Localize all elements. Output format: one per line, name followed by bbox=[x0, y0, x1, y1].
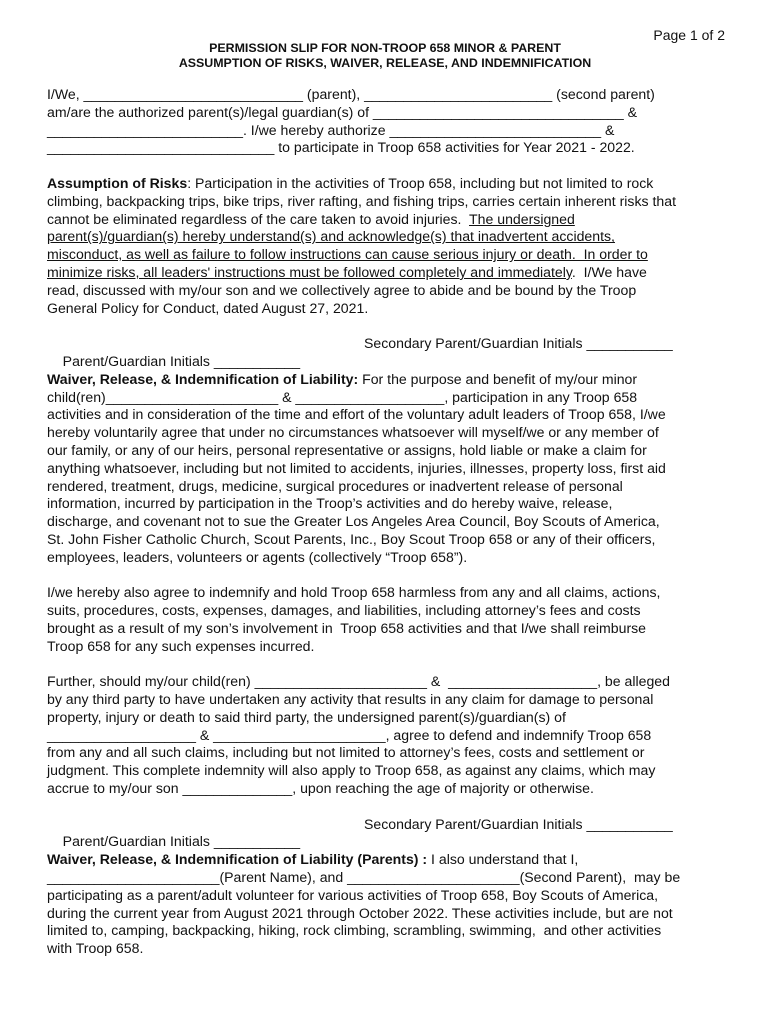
further-line: by any third party to have undertaken any activity that results in any claim for damage to personal bbox=[47, 691, 654, 708]
risks-underlined-line: misconduct, as well as failure to follow instructions can cause serious injury or death. In order to bbox=[47, 246, 648, 263]
further-line: Further, should my/our child(ren) ______________________ & ___________________, be alleged bbox=[47, 673, 670, 690]
title-line-1: PERMISSION SLIP FOR NON-TROOP 658 MINOR & PARENT bbox=[209, 41, 561, 55]
further-line: from any and all such claims, including but not limited to attorney’s fees, costs and settlement or bbox=[47, 744, 645, 761]
parents-waiver-line: ______________________(Parent Name), and ______________________(Second Parent), may be bbox=[47, 869, 681, 886]
further-paragraph bbox=[47, 673, 727, 798]
parents-waiver-heading: Waiver, Release, & Indemnification of Liability (Parents) : bbox=[47, 851, 428, 868]
title-line-2: ASSUMPTION OF RISKS, WAIVER, RELEASE, AND INDEMNIFICATION bbox=[178, 56, 592, 70]
risks-text: : Participation in the activities of Troop 658, including but not limited to rock bbox=[187, 174, 654, 191]
parent-initials-field[interactable]: Parent/Guardian Initials ___________ bbox=[62, 833, 301, 850]
document-body bbox=[47, 86, 727, 958]
risks-underlined-text: minimize risks, all leaders' instructions must be followed completely and immediately bbox=[47, 263, 572, 280]
intro-line: I/We, ____________________________ (parent), ________________________ (second parent) bbox=[47, 86, 655, 102]
parent-initials-field[interactable]: Parent/Guardian Initials ___________ bbox=[62, 352, 301, 369]
indemnify-line: brought as a result of my son’s involvement in Troop 658 activities and that I/we shall reimburse bbox=[47, 619, 647, 636]
risks-line: climbing, backpacking trips, bike trips, river rafting, and fishing trips, carries certain inherent risks that bbox=[47, 192, 676, 209]
initials-row bbox=[47, 815, 727, 850]
indemnify-paragraph bbox=[47, 584, 727, 655]
waiver-line: child(ren)______________________ & ___________________, participation in any Troop 658 bbox=[47, 388, 638, 405]
further-line: accrue to my/our son ______________, upon reaching the age of majority or otherwise. bbox=[47, 780, 594, 797]
risks-text: . I/We have bbox=[571, 263, 647, 280]
assumption-of-risks-paragraph bbox=[47, 175, 727, 317]
waiver-text: For the purpose and benefit of my/our minor bbox=[358, 370, 638, 387]
waiver-line: anything whatsoever, including but not limited to accidents, injuries, illnesses, property loss, first aid bbox=[47, 459, 666, 476]
indemnify-line: I/we hereby also agree to indemnify and hold Troop 658 harmless from any and all claims, actions, bbox=[47, 584, 661, 601]
parents-waiver-line: with Troop 658. bbox=[47, 940, 144, 957]
parents-waiver-line: during the current year from August 2021 through October 2022. These activities include, but are not bbox=[47, 904, 673, 921]
parents-waiver-line: limited to, camping, backpacking, hiking, rock climbing, scrambling, swimming, and other activities bbox=[47, 922, 662, 939]
parents-waiver-text: I also understand that I, bbox=[427, 851, 579, 868]
waiver-line: information, incurred by participation in the Troop’s activities and do hereby waive, release, bbox=[47, 495, 613, 512]
parents-waiver-paragraph bbox=[47, 851, 727, 958]
intro-line: _____________________________ to participate in Troop 658 activities for Year 2021 - 2022. bbox=[47, 139, 635, 156]
risks-line: read, discussed with my/our son and we collectively agree to abide and be bound by the Troop bbox=[47, 281, 637, 298]
risks-line: General Policy for Conduct, dated August 27, 2021. bbox=[47, 299, 369, 316]
risks-heading: Assumption of Risks bbox=[47, 174, 188, 191]
waiver-line: our family, or any of our heirs, personal representative or assigns, hold liable or make a claim for bbox=[47, 441, 647, 458]
waiver-line: rendered, treatment, drugs, medicine, surgical procedures or inadvertent release of personal bbox=[47, 477, 623, 494]
further-line: ___________________ & ______________________, agree to defend and indemnify Troop 658 bbox=[47, 726, 652, 743]
indemnify-line: suits, procedures, costs, expenses, damages, and liabilities, including attorney’s fees and costs bbox=[47, 602, 641, 619]
risks-text: cannot be eliminated regardless of the care taken to avoid injuries. bbox=[47, 210, 470, 227]
further-line: property, injury or death to said third party, the undersigned parent(s)/guardian(s) of bbox=[47, 708, 566, 725]
risks-underlined-text: The undersigned bbox=[469, 210, 575, 227]
intro-line: am/are the authorized parent(s)/legal guardian(s) of ________________________________ & bbox=[47, 103, 638, 120]
initials-row bbox=[47, 335, 727, 369]
waiver-paragraph bbox=[47, 371, 727, 567]
waiver-heading: Waiver, Release, & Indemnification of Liability: bbox=[47, 370, 359, 387]
secondary-parent-initials-field[interactable]: Secondary Parent/Guardian Initials ___________ bbox=[364, 815, 673, 832]
intro-paragraph bbox=[47, 86, 727, 157]
waiver-line: activities and in consideration of the time and effort of the voluntary adult leaders of Troop 658, I/we bbox=[47, 406, 666, 423]
page-number: Page 1 of 2 bbox=[653, 27, 725, 43]
parents-waiver-line: participating as a parent/adult volunteer for various activities of Troop 658, Boy Scouts of America, bbox=[47, 886, 659, 903]
indemnify-line: Troop 658 for any such expenses incurred. bbox=[47, 637, 315, 654]
secondary-parent-initials-field[interactable]: Secondary Parent/Guardian Initials ___________ bbox=[364, 335, 673, 352]
waiver-line: discharge, and covenant not to sue the Greater Los Angeles Area Council, Boy Scouts of America, bbox=[47, 513, 660, 530]
document-title bbox=[0, 41, 770, 71]
intro-line: _________________________. I/we hereby authorize ___________________________ & bbox=[47, 121, 615, 138]
waiver-line: employees, leaders, volunteers or agents (collectively “Troop 658”). bbox=[47, 548, 468, 565]
waiver-line: hereby voluntarily agree that under no circumstances whatsoever will myself/we or any member of bbox=[47, 424, 659, 441]
further-line: judgment. This complete indemnity will also apply to Troop 658, as against any claims, which may bbox=[47, 762, 656, 779]
risks-underlined-line: parent(s)/guardian(s) hereby understand(s) and acknowledge(s) that inadvertent accidents, bbox=[47, 228, 615, 245]
waiver-line: St. John Fisher Catholic Church, Scout Parents, Inc., Boy Scout Troop 658 or any of their officers, bbox=[47, 530, 656, 547]
